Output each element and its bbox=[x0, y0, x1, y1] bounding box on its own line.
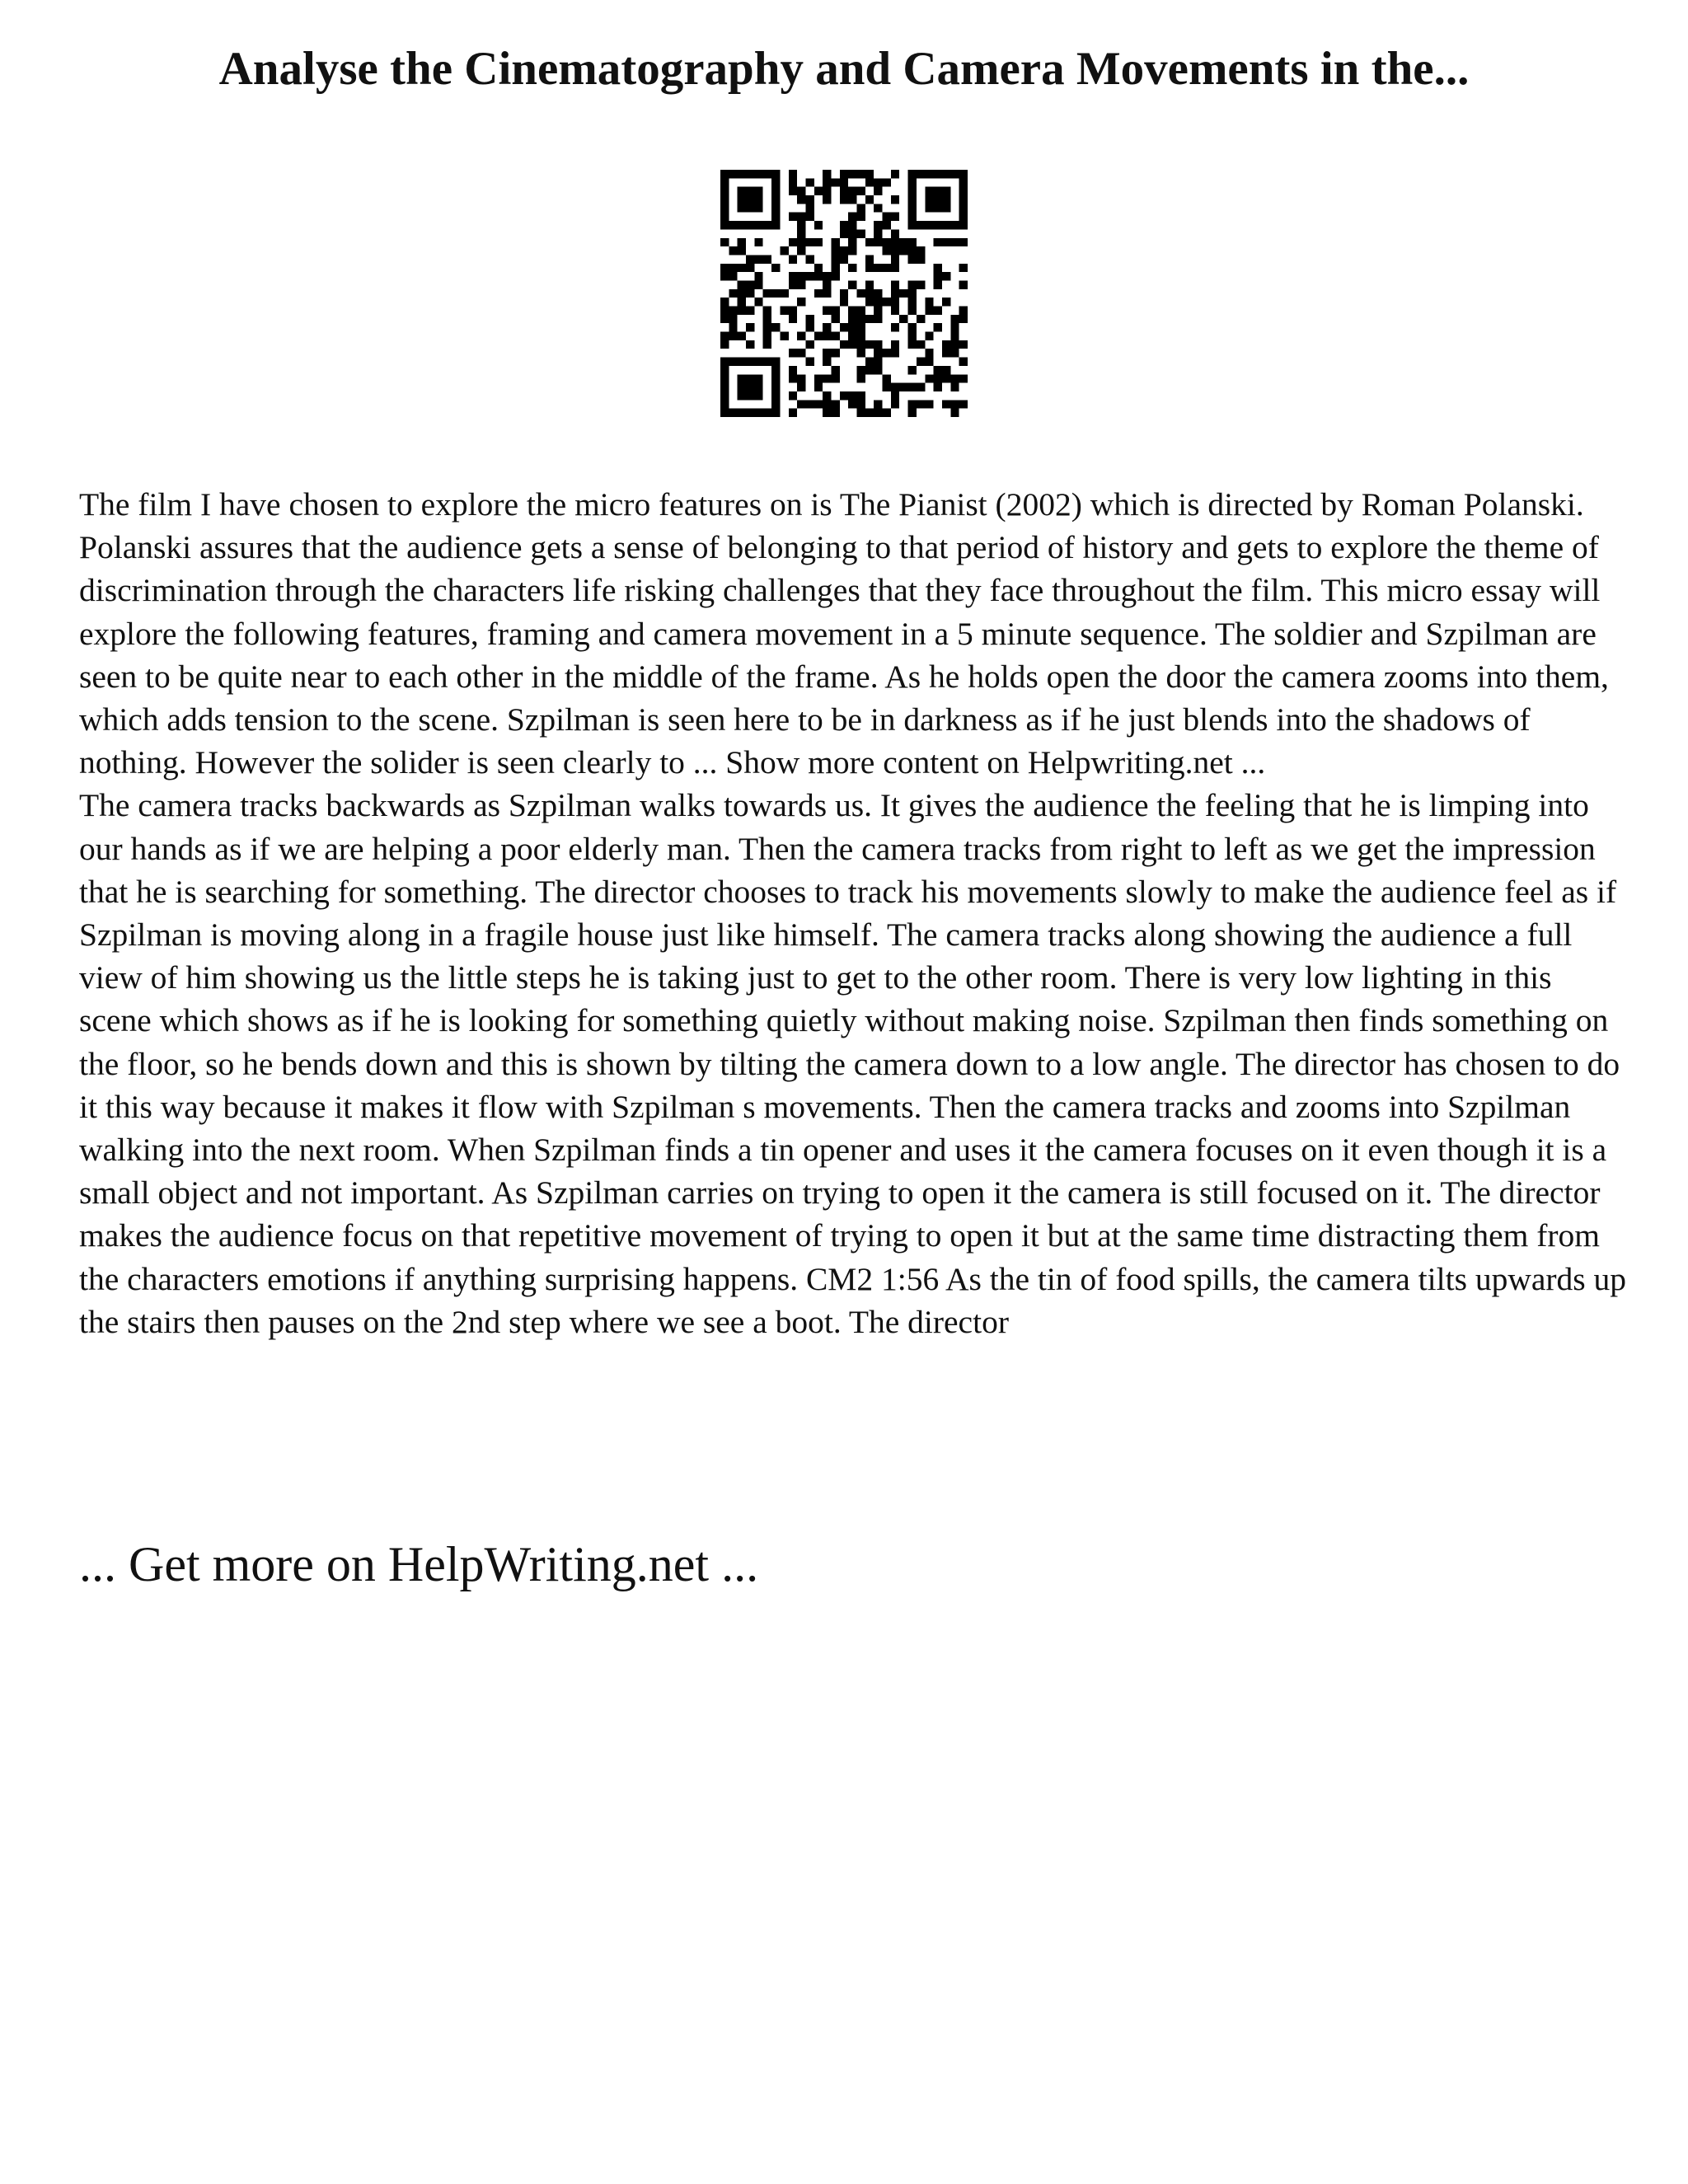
qr-code-icon bbox=[720, 170, 968, 417]
document-title: Analyse the Cinematography and Camera Movements in the... bbox=[218, 43, 1470, 95]
document-body bbox=[79, 483, 1629, 1343]
paragraph-1: The film I have chosen to explore the micro features on is The Pianist (2002) which is directed by Roman Polanski. Polanski assures that the audience gets a sense of belonging to that period of history and gets to explore the theme of discrimination through the characters life risking challenges that they face throughout the film. This micro essay will explore the following features, framing and camera movement in a 5 minute sequence. The soldier and Szpilman are seen to be quite near to each other in the middle of the frame. As he holds open the door the camera zooms into them, which adds tension to the scene. Szpilman is seen here to be in darkness as if he just blends into the shadows of nothing. However the solider is seen clearly to ... Show more content on Helpwriting.net ... bbox=[79, 486, 1609, 781]
get-more-link[interactable]: ... Get more on HelpWriting.net ... bbox=[79, 1537, 759, 1591]
paragraph-2: The camera tracks backwards as Szpilman walks towards us. It gives the audience the feeling that he is limping into our hands as if we are helping a poor elderly man. Then the camera tracks from right to left as we get the impression that he is searching for something. The director chooses to track his movements slowly to make the audience feel as if Szpilman is moving along in a fragile house just like himself. The camera tracks along showing the audience a full view of him showing us the little steps he is taking just to get to the other room. There is very low lighting in this scene which shows as if he is looking for something quietly without making noise. Szpilman then finds something on the floor, so he bends down and this is shown by tilting the camera down to a low angle. The director has chosen to do it this way because it makes it flow with Szpilman s movements. Then the camera tracks and zooms into Szpilman walking into the next room. When Szpilman finds a tin opener and uses it the camera focuses on it even though it is a small object and not important. As Szpilman carries on trying to open it the camera is still focused on it. The director makes the audience focus on that repetitive movement of trying to open it but at the same time distracting them from the characters emotions if anything surprising happens. CM2 1:56 As the tin of food spills, the camera tilts upwards up the stairs then pauses on the 2nd step where we see a boot. The director bbox=[79, 787, 1627, 1340]
